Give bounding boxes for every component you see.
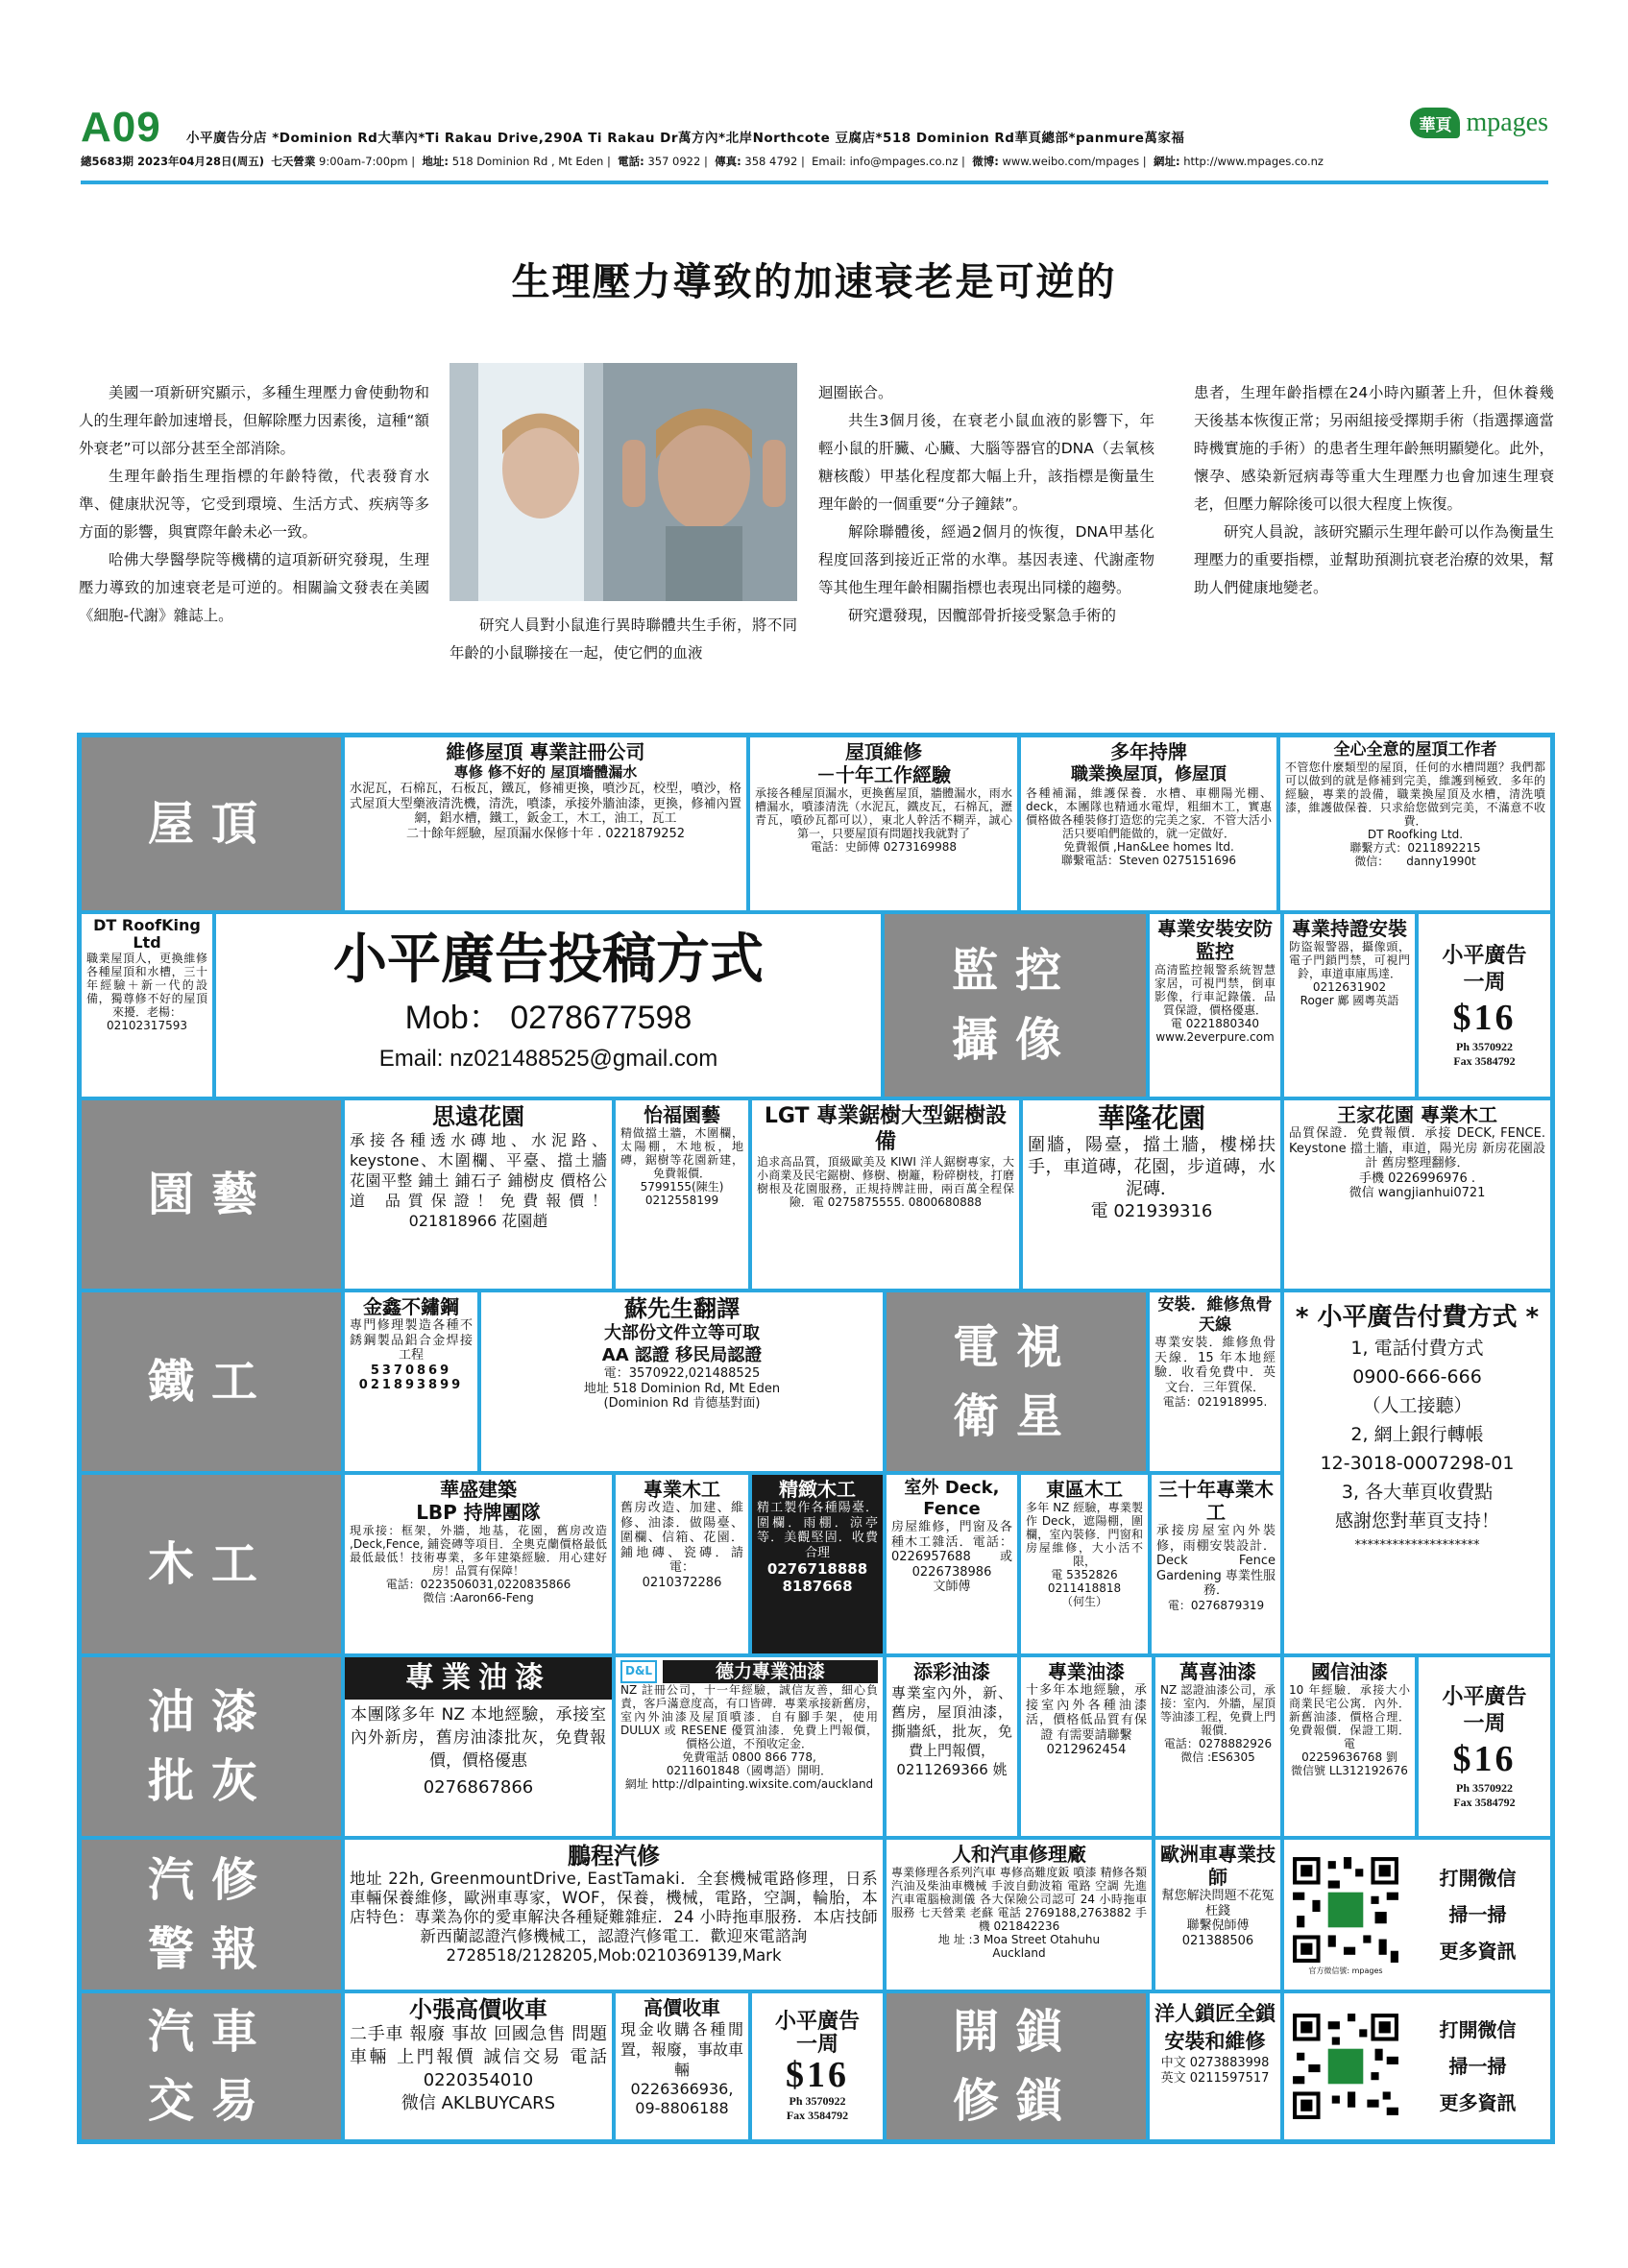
ad-contact: 英文 0211597517	[1160, 2070, 1270, 2086]
ad-website[interactable]: 網址 http://dlpainting.wixsite.com/auckland	[624, 1777, 874, 1791]
ad-contact: 0212962454	[1046, 1743, 1127, 1757]
ad-contact: 電：3570922,021488525	[603, 1366, 761, 1381]
ad-title: 專業持證安裝	[1292, 917, 1407, 940]
ad-title: 歐洲車專業技師	[1160, 1843, 1276, 1889]
ad-car-2	[614, 1991, 750, 2141]
ad-title: 三十年專業木工	[1158, 1478, 1274, 1524]
ad-lock-1	[1148, 1991, 1282, 2141]
article-column-3	[818, 379, 1154, 630]
ad-title: 專業油漆	[1048, 1660, 1125, 1683]
ad-contact: 電話：0278882926	[1163, 1737, 1273, 1750]
ad-contact: 0276718888	[766, 1560, 868, 1578]
ad-wood-1	[343, 1473, 614, 1655]
ad-week-price-1	[1417, 912, 1552, 1098]
ad-contact: 09-8806188	[635, 2099, 729, 2117]
ad-roof-1	[343, 736, 748, 912]
classifieds-grid	[77, 733, 1555, 2144]
ad-week-price-2	[1417, 1655, 1552, 1838]
ad-body: 各種補漏，維護保養．水槽、車棚陽光棚、deck，本團隊也精通水電焊，粗細木工，實惠價格做各種裝修打造您的完美之家．不管大活小活只要咱們能做的，就一定做好．	[1026, 786, 1272, 840]
ad-contact: 微信 :ES6305	[1180, 1750, 1255, 1764]
ad-body: 幫您解決問題不花冤枉錢	[1161, 1889, 1275, 1918]
page-header	[81, 104, 1548, 186]
ad-body: 精做擋土牆，木圍欄，太陽棚，木地板，地磚，鋸樹等花園新建，免費報價．	[620, 1126, 743, 1180]
ad-title: 王家花園 專業木工	[1337, 1103, 1497, 1126]
ad-address: (Dominion Rd 肯德基對面)	[603, 1396, 761, 1411]
web-label: 網址:	[1153, 155, 1180, 168]
ad-body: 精工製作各種陽臺．圍欄．雨棚．涼亭等．美觀堅固．收費合理	[757, 1501, 878, 1560]
ad-contact: 02259636768 劉	[1301, 1750, 1397, 1764]
ad-paint-6	[1282, 1655, 1417, 1838]
ad-mobile: Mob： 0278677598	[404, 1000, 693, 1036]
ad-line: （人工接聽）	[1362, 1395, 1472, 1416]
ad-title: 小平廣告投稿方式	[333, 929, 764, 991]
category-iron	[80, 1291, 343, 1473]
logo-text: mpages	[1466, 108, 1548, 137]
ad-contact: 手機 0226996976 .	[1358, 1170, 1476, 1186]
price-phone: Ph 3570922	[789, 2094, 846, 2108]
paragraph: 共生3個月後，在衰老小鼠血液的影響下，年輕小鼠的肝臟、心臟、大腦等器官的DNA（去氧核糖核酸）甲基化程度都大幅上升，該指標是衡量生理年齡的一個重要“分子鐘錶”。	[818, 412, 1154, 513]
paragraph: 生理年齡指生理指標的年齡特徵，代表發育水準、健康狀況等，它受到環境、生活方式、疾病等多方面的影響，與實際年齡未必一致。	[79, 468, 429, 541]
ad-address: Auckland	[992, 1946, 1046, 1960]
article-headline: 生理壓力導致的加速衰老是可逆的	[511, 260, 1117, 304]
category-label: 園藝	[147, 1168, 276, 1221]
ad-paint-3	[885, 1655, 1019, 1838]
ad-contact: 中文 0273883998	[1160, 2056, 1270, 2070]
ad-contact: 電 021939316	[1090, 1201, 1213, 1221]
ad-garden-2	[614, 1098, 750, 1291]
ad-wechat-2	[1282, 1991, 1552, 2141]
price-fax: Fax 3584792	[1453, 1796, 1516, 1809]
ad-title: 安裝．維修魚骨天線	[1157, 1295, 1273, 1335]
ad-week-price-3	[750, 1991, 885, 2141]
category-label: 屋頂	[147, 797, 276, 851]
ad-body: 職業屋頂人，更換維修各種屋頂和水槽，三十年經驗＋新一代的設備，獨尊修不好的屋頂來擾．老楊：	[86, 952, 207, 1019]
ad-contact: 021388506	[1181, 1933, 1254, 1948]
ad-body: 專業修理各系列汽車 專修高難度鈑 噴漆 精修各類汽油及柴油車機械 手波自動波箱 電路 空調 先進汽車電腦檢測儀 各大保險公司認可 24 小時拖車服務 七天營業 老蘇 電話 2769188,2763882 手機 021842236	[891, 1866, 1147, 1933]
ad-cctv-2	[1282, 912, 1417, 1098]
category-garden	[80, 1098, 343, 1291]
fax-label: 傳真:	[715, 155, 741, 168]
ad-translation	[479, 1291, 885, 1473]
ad-contact: 0211269366 姚	[896, 1761, 1008, 1778]
ad-contact: 0276867866	[423, 1777, 534, 1798]
ad-title: 蘇先生翻譯	[624, 1295, 740, 1322]
weibo-label: 微博:	[972, 155, 999, 168]
ad-garden-1	[343, 1098, 614, 1291]
ad-iron-1	[343, 1291, 479, 1473]
ad-body: 圍牆，陽臺，擋土牆，樓梯扶手，車道磚，花園，步道磚，水泥磚．	[1028, 1135, 1276, 1199]
ad-body: 高清監控報警系統智慧家居，可視門禁，倒車影像，行車記錄儀．品質保證，價格優惠．	[1154, 963, 1276, 1017]
category-paint	[80, 1655, 343, 1838]
price-label: 小平廣告	[1442, 943, 1527, 967]
paragraph: 迴圈嵌合。	[818, 384, 893, 401]
ad-email: Email: nz021488525@gmail.com	[378, 1046, 718, 1072]
ad-body: 品質保證．免費報價．承接 DECK, FENCE. Keystone 擋土牆，車道，陽光房 新房花園設計 舊房整理翻修．	[1289, 1126, 1545, 1170]
paragraph: 研究還發現，因髖部骨折接受緊急手術的	[848, 607, 1117, 624]
ad-contact: 電 0221880340	[1170, 1017, 1260, 1030]
paragraph: 解除聯體後，經過2個月的恢復，DNA甲基化程度回落到接近正常的水準。基因表達、代謝產物等其他生理年齡相關指標也表現出同樣的趨勢。	[818, 523, 1154, 596]
ad-car-1	[343, 1991, 614, 2141]
ad-title: 高價收車	[644, 1996, 720, 2019]
ad-title: 小張高價收車	[409, 1996, 547, 2023]
ad-paint-2	[614, 1655, 885, 1838]
category-label: 開鎖 修鎖	[952, 2005, 1080, 2128]
qr-code-icon[interactable]	[1289, 2010, 1402, 2123]
header-rule	[81, 181, 1548, 184]
ad-body: 10 年經驗．承接大小商業民宅公寓．內外．新舊油漆．價格合理．免費報價．保證工期．電	[1289, 1683, 1410, 1750]
ad-line: 感謝您對華頁支持！	[1334, 1510, 1499, 1532]
qr-caption: 官方微信號: mpages	[1308, 1966, 1383, 1975]
category-auto-repair	[80, 1838, 343, 1991]
ad-body: 現金收購各種閒置，報廢，事故車輛	[620, 2020, 744, 2079]
price-period: 一周	[1463, 970, 1506, 994]
price-value: $16	[1452, 1739, 1517, 1779]
wechat-line: 更多資訊	[1439, 1940, 1517, 1963]
ad-body: 承接各種透水磚地、水泥路、keystone、木圍欄、平臺、擋土牆 花園平整 鋪土 鋪石子 鋪樹皮 價格公道 品質保證！免費報價！ 021818966 花園趙	[350, 1131, 607, 1230]
ad-auto-3	[1154, 1838, 1282, 1991]
price-phone: Ph 3570922	[1455, 1040, 1513, 1053]
ad-title: 人和汽車修理廠	[952, 1843, 1086, 1866]
ad-body: 追求高品質，頂級歐美及 KIWI 洋人鋸樹專家，大小商業及民宅鋸樹、修樹、樹籬，粉碎樹枝，打磨樹根及花園服務，正規持牌註冊，兩百萬全程保險．電 0275875555. 0800680888	[757, 1155, 1014, 1209]
ad-title: 德力專業油漆	[663, 1660, 878, 1683]
ad-line: 聯繫倪師傅	[1186, 1918, 1250, 1933]
ad-body: 二手車 報廢 事故 回國急售 問題車輛 上門報價 誠信交易 電話 0220354010	[350, 2024, 607, 2090]
ad-subtitle: －十年工作經驗	[816, 763, 951, 786]
ad-contact: 微信： danny1990t	[1354, 855, 1476, 868]
ad-contact: 5799155(陳生)	[640, 1180, 724, 1194]
ad-title: 怡福園藝	[644, 1103, 720, 1126]
ad-title: 添彩油漆	[913, 1660, 990, 1683]
tel-label: 電話:	[618, 155, 644, 168]
category-label: 木工	[147, 1537, 276, 1591]
ad-contact: 免費電話 0800 866 778,	[682, 1750, 816, 1764]
ad-wechat-1	[1282, 1838, 1552, 1991]
ad-line: ********************	[1354, 1538, 1480, 1553]
ad-bank-account: 12-3018-0007298-01	[1320, 1453, 1515, 1474]
ad-contact: 2728518/2128205,Mob:0210369139,Mark	[446, 1946, 782, 1965]
ad-wood-5	[1019, 1473, 1150, 1655]
ad-line: 3, 各大華頁收費點	[1341, 1482, 1494, 1503]
category-tv	[885, 1291, 1148, 1473]
paragraph: 研究人員說，該研究顯示生理年齡可以作為衡量生理壓力的重要指標，並幫助預測抗衰老治療的效果，幫助人們健康地變老。	[1194, 523, 1554, 596]
ad-subtitle: AA 認證 移民局認證	[601, 1345, 763, 1365]
category-label: 汽修 警報	[147, 1853, 275, 1976]
ad-body: 水泥瓦，石棉瓦，石板瓦，鐵瓦，修補更換，噴沙瓦，校型，噴沙，格式屋頂大型藥液清洗機，清洗，噴漆，承接外牆油漆，更換，修補內置網，鋁水槽，鐵工，鈑金工，木工，油工，瓦工	[350, 782, 741, 826]
ad-line: 免費報價 ,Han&Lee homes ltd.	[1063, 840, 1234, 854]
ad-paint-5	[1154, 1655, 1282, 1838]
wechat-line: 更多資訊	[1439, 2091, 1517, 2114]
mpages-logo	[1410, 108, 1548, 138]
price-period: 一周	[795, 2032, 838, 2056]
price-label: 小平廣告	[774, 2009, 860, 2033]
ad-title: 專業油漆	[345, 1657, 612, 1700]
price-phone: Ph 3570922	[1455, 1781, 1513, 1795]
wechat-line: 打開微信	[1439, 1867, 1517, 1890]
ad-contact: （何生）	[1060, 1595, 1107, 1608]
category-cctv	[883, 912, 1148, 1098]
category-wood	[80, 1473, 343, 1655]
wechat-line: 打開微信	[1439, 2018, 1517, 2041]
ad-contact: 02102317593	[107, 1019, 187, 1032]
ad-contact: 微信 wangjianhui0721	[1349, 1186, 1486, 1200]
telephone: 357 0922	[647, 155, 701, 168]
ad-contact: 0212631902	[1312, 980, 1387, 994]
ad-paint-4	[1019, 1655, 1154, 1838]
ad-title: 精緻木工	[779, 1478, 856, 1501]
website: http://www.mpages.co.nz	[1183, 155, 1324, 168]
ad-body: 房屋維修，門窗及各種木工雜活．電話：0226957688 或 0226738986	[891, 1520, 1012, 1580]
ad-auto-1	[343, 1838, 885, 1991]
ad-garden-5	[1282, 1098, 1552, 1291]
category-roof	[80, 736, 343, 912]
price-label: 小平廣告	[1442, 1684, 1527, 1708]
ad-title: 東區木工	[1046, 1478, 1123, 1501]
ad-body: 專業安裝．維修魚骨天線．15 年本地經驗．收看免費中．英文台．三年質保．	[1154, 1336, 1276, 1395]
branch-list: 小平廣告分店 *Dominion Rd大華內*Ti Rakau Drive,290A Ti Rakau Dr萬方內*北岸Northcote 豆腐店*518 Dominion Rd華頁總部*panmure萬家福	[186, 131, 1185, 146]
wechat-line: 掃一掃	[1448, 2055, 1507, 2078]
email: Email: info@mpages.co.nz	[812, 155, 959, 168]
ad-website: www.2everpure.com	[1155, 1030, 1275, 1044]
ad-tv-1	[1148, 1291, 1282, 1473]
price-value: $16	[1452, 998, 1517, 1038]
ad-contact: 電話：史師傅 0273169988	[810, 840, 958, 854]
ad-body: 多年 NZ 經驗，專業製作 Deck，遮陽棚，圍欄，室內裝修．門窗和房屋維修，大小活不限，	[1026, 1501, 1143, 1568]
ad-contact: 文師傅	[933, 1580, 971, 1594]
addr-label: 地址:	[422, 155, 450, 168]
ad-contact: 021893899	[358, 1378, 464, 1392]
ad-cctv-1	[1148, 912, 1282, 1098]
ad-contact: 0212558199	[644, 1194, 719, 1207]
fax: 358 4792	[744, 155, 798, 168]
ad-subtitle: 職業換屋頂，修屋頂	[1071, 764, 1227, 784]
category-label: 電視 衛星	[952, 1320, 1080, 1443]
ad-contact: 0210372286	[642, 1575, 722, 1590]
ad-title: 專業安裝安防監控	[1157, 917, 1273, 963]
ad-title: 華盛建築	[440, 1478, 517, 1501]
ad-body: 本團隊多年 NZ 本地經驗，承接室內外新房，舊房油漆批灰，免費報價，價格優惠	[351, 1705, 606, 1771]
ad-body: NZ 認證油漆公司，承接：室內．外牆，屋頂等油漆工程，免費上門報價．	[1160, 1683, 1276, 1737]
ad-title: 華隆花園	[1097, 1102, 1205, 1134]
paragraph: 哈佛大學醫學院等機構的這項新研究發現，生理壓力導致的加速衰老是可逆的。相關論文發表在美國《細胞-代謝》雜誌上。	[79, 551, 429, 624]
category-label: 鐵工	[147, 1355, 276, 1409]
qr-code-icon[interactable]	[1289, 1853, 1402, 1976]
ad-title: 室外 Deck, Fence	[904, 1478, 1000, 1519]
ad-contact: 0211418818	[1047, 1581, 1122, 1595]
article-column-1	[79, 379, 429, 630]
category-label: 汽車 交易	[147, 2005, 275, 2128]
ad-contact: 5370869	[370, 1363, 452, 1378]
open-hours: 9:00am-7:00pm	[319, 155, 408, 168]
dl-logo-icon: D&L	[620, 1660, 657, 1683]
ad-garden-4	[1021, 1098, 1282, 1291]
ad-subtitle: 專修 修不好的 屋頂墻體漏水	[453, 763, 638, 781]
ad-body: 不管您什麼類型的屋頂，任何的水槽問題？我們都可以做到的就是修補到完美，維護到極致．多年的經驗，專業的設備，職業換屋頂及水槽，清洗噴漆，維護做保養．只求給您做到完美，不滿意不收費．	[1285, 760, 1545, 828]
ad-paid-method	[1282, 1291, 1552, 1655]
ad-contact: 電話：021918995.	[1162, 1395, 1268, 1409]
ad-body: 舊房改造、加建、維修、油漆．做陽臺、圍欄、信箱、花園．鋪地磚、瓷磚．請電：	[620, 1501, 743, 1575]
ad-body: 地址 22h, GreenmountDrive, EastTamaki．全套機械電路修理，日系車輛保養維修，歐洲車專家，WOF，保養，機械，電路，空調，輪胎，本店特色：專業為你的愛車解決各種疑難雜症．24 小時拖車服務．本店技師新西蘭認證汽修機械工，認證汽修電工．歡迎來電諮詢	[350, 1870, 878, 1945]
ad-title: DT RoofKing Ltd	[93, 916, 201, 952]
ad-line: 聯繫方式：0211892215	[1349, 841, 1481, 855]
ad-body: 承接房屋室內外裝修，雨棚安裝設計．Deck Fence Gardening 專業性服務．	[1156, 1524, 1276, 1598]
ad-title: LGT 專業鋸樹大型鋸樹設備	[764, 1104, 1008, 1154]
ad-contact: 微信 AKLBUYCARS	[401, 2093, 556, 2113]
article-column-4	[1194, 379, 1554, 602]
ad-contact: 0211601848（國粵語）開明．	[666, 1764, 833, 1777]
weibo: www.weibo.com/mpages	[1002, 155, 1140, 168]
ad-contact: 電 5352826	[1051, 1568, 1118, 1581]
ad-subtitle: 大部份文件立等可取	[604, 1323, 760, 1343]
ad-title: 金鑫不鏽鋼	[363, 1295, 459, 1318]
ad-contact: 聯繫電話：Steven 0275151696	[1061, 854, 1236, 867]
ad-contact: 微信號 LL312192676	[1291, 1764, 1408, 1777]
logo-mark: 華頁	[1410, 108, 1460, 138]
ad-address: 地 址 :3 Moa Street Otahuhu	[937, 1933, 1101, 1946]
ad-roof-4	[1278, 736, 1552, 912]
ad-line: 0900-666-666	[1352, 1366, 1482, 1387]
wechat-line: 掃一掃	[1448, 1903, 1507, 1926]
ad-garden-3	[750, 1098, 1021, 1291]
ad-title: 萬喜油漆	[1179, 1660, 1256, 1683]
page-number: A09	[81, 104, 161, 151]
ad-body: 承接各種屋頂漏水，更換舊屋頂，牆體漏水，雨水槽漏水，噴漆清洗（水泥瓦，鐵皮瓦，石棉瓦，瀝青瓦，噴砂瓦都可以），東北人幹活不糊弄，誠心第一，只要屋頂有問題找我就對了	[755, 786, 1012, 840]
ad-title: 國信油漆	[1311, 1660, 1388, 1683]
ad-wood-6	[1150, 1473, 1282, 1655]
paragraph: 美國一項新研究顯示，多種生理壓力會使動物和人的生理年齡加速增長，但解除壓力因素後，這種“額外衰老”可以部分甚至全部消除。	[79, 384, 429, 457]
article-photo	[450, 363, 797, 601]
ad-address: 地址 518 Dominion Rd, Mt Eden	[583, 1381, 781, 1396]
ad-line: 2, 網上銀行轉帳	[1350, 1424, 1484, 1445]
ad-body: 防盜報警器，攝像頭，電子門鎖門禁，可視門鈴，車道車庫馬達．	[1289, 940, 1410, 980]
ad-title: 思遠花園	[432, 1103, 524, 1130]
ad-title: 洋人鎖匠全鎖安裝和維修	[1154, 2002, 1276, 2053]
category-car-trade	[80, 1991, 343, 2141]
price-fax: Fax 3584792	[1453, 1054, 1516, 1068]
ad-body: 現承接：框架，外牆，地基，花園，舊房改造 ,Deck,Fence, 鋪瓷磚等項目．全奧克蘭價格最低最低最低！技術專業，多年建築經驗．用心建好房！品質有保障！	[350, 1524, 607, 1578]
ad-line: 1, 電話付費方式	[1350, 1338, 1484, 1359]
category-label: 油漆 批灰	[147, 1685, 275, 1808]
ad-wood-4	[885, 1473, 1019, 1655]
ad-contact: Roger 鄺 國粵英語	[1300, 994, 1399, 1007]
ad-roof-3	[1019, 736, 1278, 912]
issue-number: 總5683期 2023年04月28日(周五)	[81, 155, 265, 168]
ad-contact: 0226366936,	[630, 2080, 734, 2098]
photo-caption: 研究人員對小鼠進行異時聯體共生手術，將不同年齡的小鼠聯接在一起，使它們的血液	[450, 616, 797, 662]
ad-contact: 8187668	[782, 1578, 853, 1595]
ad-body: 專業室內外，新、舊房，屋頂油漆，撕牆紙，批灰，免費上門報價，	[891, 1684, 1012, 1759]
issue-line: 總5683期 2023年04月28日(周五) 七天營業 9:00am-7:00pm | 地址: 518 Dominion Rd , Mt Eden | 電話: 357 0922 | 傳真: 358 4792 | Email: info@mpages.co.nz | 微博: www.weibo.com/mpages | 網址: http://www.mpages.co.nz	[81, 155, 1324, 168]
ad-body: NZ 註冊公司，十一年經驗，誠信友善，細心負責，客戶滿意度高，有口皆碑．專業承接新舊房，室內外油漆及屋頂噴漆．自有腳手架，使用 DULUX 或 RESENE 優質油漆．免費上門報價，價格公道，不預收定金．	[620, 1683, 878, 1750]
ad-auto-2	[885, 1838, 1154, 1991]
ad-dt-roofking	[80, 912, 214, 1098]
ad-title: 全心全意的屋頂工作者	[1333, 740, 1497, 760]
category-label: 監控 攝像	[951, 944, 1079, 1067]
ad-contact: 二十餘年經驗，屋頂漏水保修十年 . 0221879252	[405, 826, 686, 841]
address: 518 Dominion Rd , Mt Eden	[451, 155, 604, 168]
ad-paint-1	[343, 1655, 614, 1838]
ad-title: 多年持牌	[1110, 740, 1187, 763]
ad-contact: 電話：0223506031,0220835866	[385, 1578, 571, 1591]
ad-subtitle: LBP 持牌團隊	[416, 1501, 541, 1524]
ad-body: 十多年本地經驗，承接室內外各種油漆活，價格低品質有保證 有需要請聯繫	[1026, 1683, 1147, 1743]
ad-title: 屋頂維修	[845, 740, 922, 763]
price-period: 一周	[1463, 1711, 1506, 1735]
ad-contact: 電：0276879319	[1167, 1598, 1265, 1612]
price-fax: Fax 3584792	[786, 2109, 849, 2122]
ad-title: 專業木工	[644, 1478, 720, 1501]
ad-wood-2	[614, 1473, 750, 1655]
ad-title: 鵬程汽修	[568, 1843, 660, 1870]
ad-wood-3	[750, 1473, 885, 1655]
ad-title: 維修屋頂 專業註冊公司	[446, 740, 645, 763]
paragraph: 患者，生理年齡指標在24小時內顯著上升，但休養幾天後基本恢復正常；另兩組接受擇期手術（指選擇適當時機實施的手術）的患者生理年齡無明顯變化。此外，懷孕、感染新冠病毒等重大生理壓力也會加速生理衰老，但壓力解除後可以很大程度上恢復。	[1194, 384, 1554, 513]
open-label: 七天營業	[271, 155, 316, 168]
ad-submit-method	[214, 912, 883, 1098]
price-value: $16	[786, 2055, 849, 2095]
ad-title: * 小平廣告付費方式 *	[1295, 1303, 1540, 1332]
ad-body: 專門修理製造各種不銹鋼製品鋁合金焊接工程	[350, 1318, 473, 1363]
ad-contact: 微信 :Aaron66-Feng	[423, 1591, 534, 1604]
ad-line: DT Roofking Ltd.	[1367, 828, 1464, 841]
category-lock	[885, 1991, 1148, 2141]
ad-roof-2	[748, 736, 1019, 912]
